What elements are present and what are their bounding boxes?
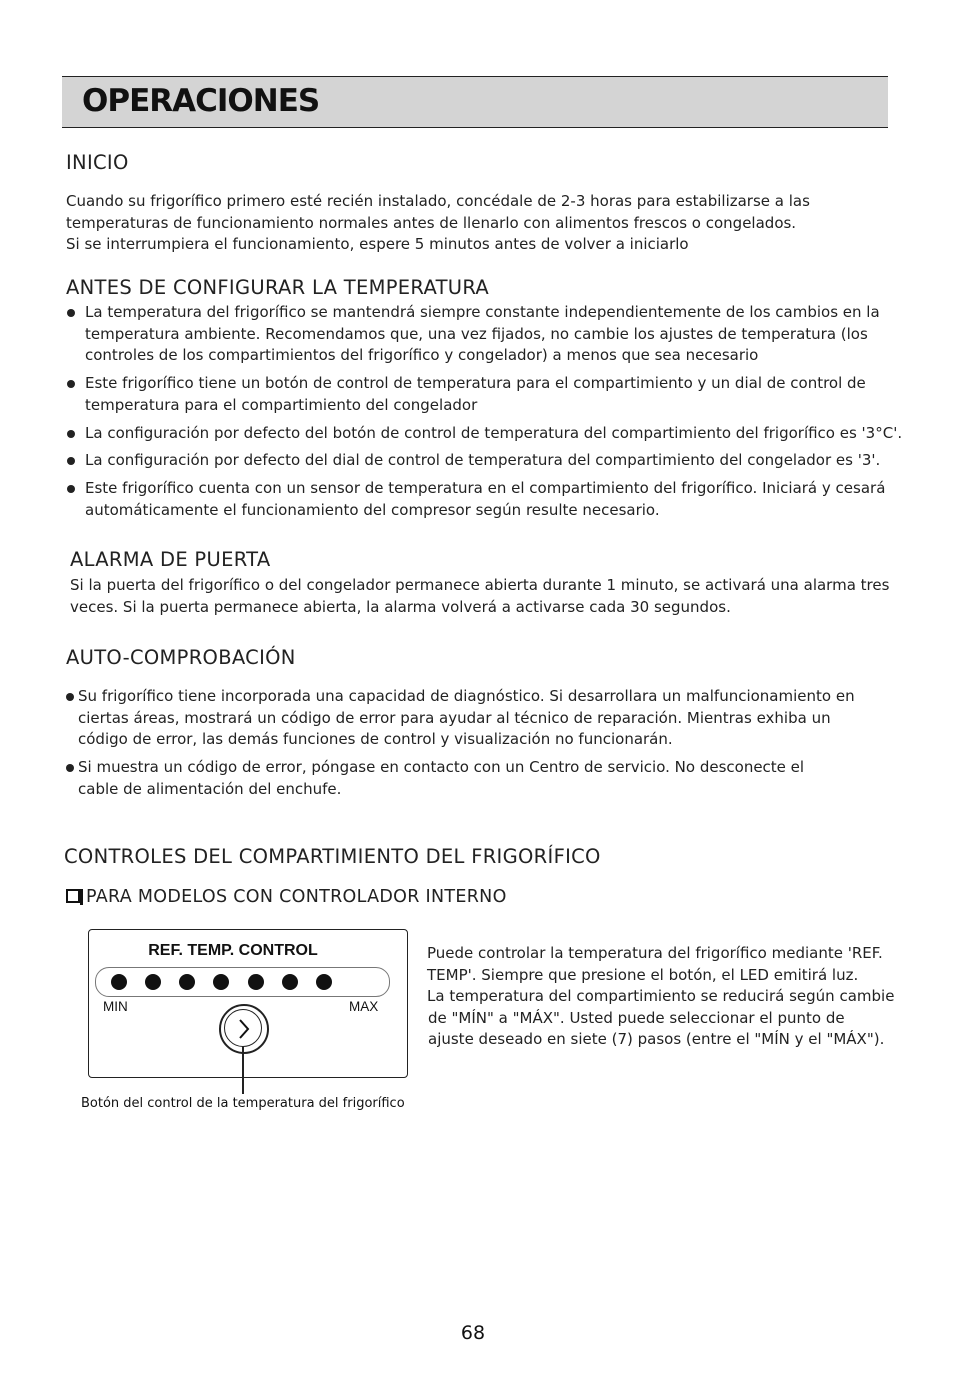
page-title-bar	[62, 76, 888, 128]
led-indicator-7	[316, 974, 332, 990]
text-line: temperatura ambiente. Recomendamos que, una vez fijados, no cambie los ajustes de temperatura (los	[85, 324, 868, 343]
text-line: controles de los compartimientos del frigorífico y congelador) a menos que sea necesario	[85, 346, 759, 364]
alarma-paragraph	[70, 575, 889, 618]
section-heading-antes: ANTES DE CONFIGURAR LA TEMPERATURA	[66, 276, 490, 299]
bullet-icon	[66, 693, 74, 701]
controles-description	[427, 943, 894, 1051]
section-heading-inicio: INICIO	[66, 151, 129, 174]
led-indicator-5	[248, 974, 264, 990]
page-title: OPERACIONES	[82, 83, 320, 119]
list-item	[85, 450, 880, 472]
text-line: La configuración por defecto del botón de control de temperatura del compartimiento del frigorífico es '3°C'.	[85, 424, 903, 442]
bullet-icon	[67, 457, 75, 465]
text-line: Si muestra un código de error, póngase en contacto con un Centro de servicio. No desconecte el	[78, 758, 805, 776]
list-item	[85, 478, 885, 521]
button-caption: Botón del control de la temperatura del frigorífico	[81, 1096, 405, 1111]
section-heading-alarma: ALARMA DE PUERTA	[70, 548, 271, 571]
text-line: temperaturas de funcionamiento normales antes de llenarlo con alimentos frescos o congelados.	[66, 213, 797, 232]
text-line: ciertas áreas, mostrará un código de error para ayudar al técnico de reparación. Mientras exhiba un	[78, 708, 831, 727]
list-item	[85, 423, 902, 445]
text-line: Cuando su frigorífico primero esté recién instalado, concédale de 2-3 horas para estabilizarse a las	[66, 192, 810, 210]
bullet-icon	[67, 430, 75, 438]
ref-temp-button[interactable]	[219, 1004, 269, 1054]
text-line: TEMP'. Siempre que presione el botón, el LED emitirá luz.	[427, 965, 859, 984]
bullet-icon	[67, 485, 75, 493]
led-indicator-4	[213, 974, 229, 990]
text-line: ajuste deseado en siete (7) pasos (entre el "MÍN y el "MÁX").	[428, 1030, 885, 1048]
min-label: MIN	[103, 999, 128, 1014]
bullet-icon	[67, 380, 75, 388]
list-item	[78, 757, 804, 800]
text-line: Si la puerta del frigorífico o del congelador permanece abierta durante 1 minuto, se activará una alarma tres	[70, 576, 890, 594]
text-line: La configuración por defecto del dial de control de temperatura del compartimiento del congelador es '3'.	[85, 451, 881, 469]
bullet-icon	[67, 309, 75, 317]
led-indicator-1	[111, 974, 127, 990]
list-item	[78, 686, 855, 751]
text-line: automáticamente el funcionamiento del compresor según resulte necesario.	[85, 500, 660, 519]
subheading-modelos	[66, 887, 507, 907]
text-line: código de error, las demás funciones de control y visualización no funcionarán.	[78, 730, 673, 748]
leader-line	[242, 1046, 244, 1094]
list-item	[85, 302, 880, 367]
text-line: Este frigorífico tiene un botón de control de temperatura para el compartimiento y un dial de control de	[85, 374, 866, 392]
section-heading-auto: AUTO-COMPROBACIÓN	[66, 646, 296, 669]
led-track	[95, 967, 390, 997]
text-line: La temperatura del compartimiento se reducirá según cambie	[427, 987, 895, 1005]
list-item	[85, 373, 866, 416]
checkbox-square-icon	[66, 889, 80, 903]
inicio-paragraph	[66, 191, 810, 256]
text-line: Este frigorífico cuenta con un sensor de temperatura en el compartimiento del frigorífico. Iniciará y cesará	[85, 479, 886, 497]
max-label: MAX	[349, 999, 379, 1014]
text-line: Si se interrumpiera el funcionamiento, espere 5 minutos antes de volver a iniciarlo	[66, 235, 689, 253]
led-indicator-3	[179, 974, 195, 990]
bullet-icon	[66, 764, 74, 772]
text-line: Puede controlar la temperatura del frigorífico mediante 'REF.	[427, 944, 883, 962]
subheading-text: PARA MODELOS CON CONTROLADOR INTERNO	[86, 887, 507, 907]
panel-title: REF. TEMP. CONTROL	[148, 942, 318, 959]
ref-temp-control-panel	[88, 929, 408, 1078]
ref-temp-button-ring	[224, 1009, 262, 1047]
text-line: veces. Si la puerta permanece abierta, la alarma volverá a activarse cada 30 segundos.	[70, 597, 731, 616]
led-indicator-6	[282, 974, 298, 990]
section-heading-controles: CONTROLES DEL COMPARTIMIENTO DEL FRIGORÍFICO	[64, 845, 601, 868]
text-line: Su frigorífico tiene incorporada una capacidad de diagnóstico. Si desarrollara un malfuncionamiento en	[78, 687, 855, 705]
text-line: cable de alimentación del enchufe.	[78, 779, 342, 798]
page-number: 68	[460, 1322, 486, 1344]
led-indicator-2	[145, 974, 161, 990]
text-line: La temperatura del frigorífico se mantendrá siempre constante independientemente de los cambios en la	[85, 303, 880, 321]
text-line: de "MÍN" a "MÁX". Usted puede seleccionar el punto de	[428, 1008, 845, 1027]
text-line: temperatura para el compartimiento del congelador	[85, 395, 478, 414]
chevron-right-icon	[235, 1018, 253, 1040]
